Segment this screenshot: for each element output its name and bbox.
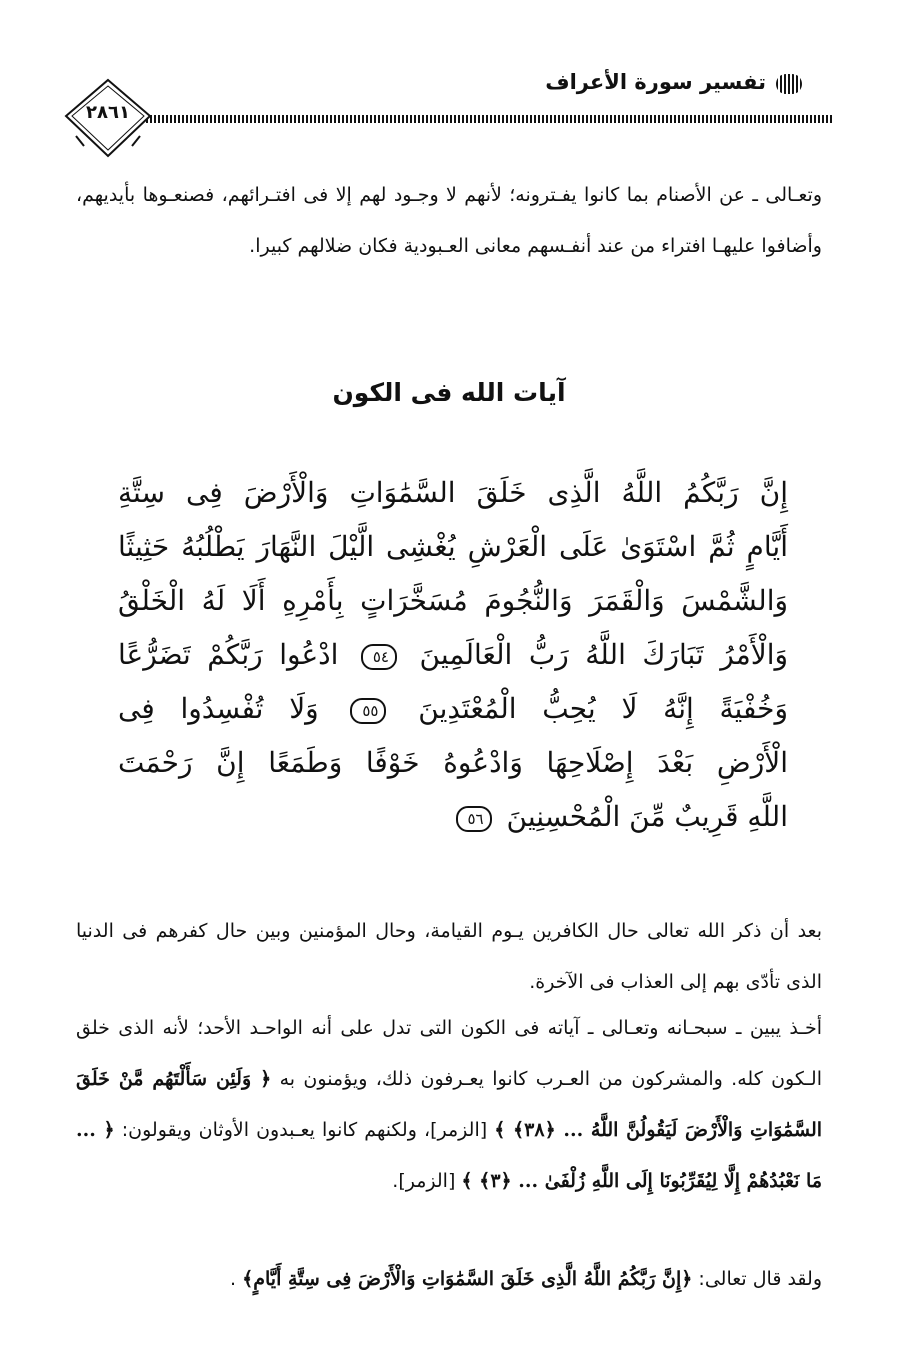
verse-text: وَلَا تُفْسِدُوا فِى (118, 692, 319, 725)
quran-quote: ﴿ ... مَا نَعْبُدُهُمْ إِلَّا لِيُقَرِّبُونَا إِلَى اللَّهِ زُلْفَىٰ ... ﴿٣﴾ ﴾ (76, 1119, 822, 1192)
verse-number-marker: ٥٤ (361, 644, 397, 670)
verse-text: وَالْأَمْرُ تَبَارَكَ اللَّهُ رَبُّ الْعَالَمِينَ (419, 638, 788, 671)
commentary-span: [الزمر]. (392, 1170, 456, 1192)
quran-quote: ﴿ وَلَئِن سَأَلْتَهُم مَّنْ خَلَقَ السَّمَٰوَاتِ وَالْأَرْضَ لَيَقُولُنَّ اللَّهُ ... ﴿٣٨﴾ ﴾ (76, 1068, 823, 1141)
commentary-text: بعد أن ذكر الله تعالى حال الكافرين يـوم القيامة، وحال المؤمنين وبين حال كفرهم فى الدنيا الذى تأدّى بهم إلى العذاب فى الآخرة. (76, 920, 822, 993)
verses-block (118, 466, 788, 844)
verse-line-with-marker (118, 628, 788, 682)
quran-quote: ﴿إِنَّ رَبَّكُمُ اللَّهُ الَّذِى خَلَقَ السَّمَٰوَاتِ وَالْأَرْضَ فِى سِتَّةِ أَيَّامٍ﴾ (242, 1268, 693, 1290)
verse-text: ادْعُوا رَبَّكُمْ تَضَرُّعًا (118, 638, 339, 671)
verse-number-marker: ٥٦ (456, 806, 492, 832)
page-number-badge (62, 76, 154, 160)
commentary-paragraph-2 (76, 1003, 822, 1207)
page-number: ٢٨٦١ (86, 102, 130, 123)
commentary-text (76, 1254, 822, 1305)
verse-text: وَخُفْيَةً إِنَّهُ لَا يُحِبُّ الْمُعْتَدِينَ (418, 692, 788, 725)
commentary-span: أخـذ يبين ـ سبحـانه وتعـالى ـ آياته فى الكون التى تدل على أنه الواحـد الأحد؛ لأنه الذى خلق الـكون كله. والمشركون من العـرب كانوا يعـرفون ذلك، ويؤمنون به (76, 1017, 823, 1090)
commentary-paragraph-3 (76, 1254, 822, 1305)
verse-line: أَيَّامٍ ثُمَّ اسْتَوَىٰ عَلَى الْعَرْشِ يُغْشِى الَّيْلَ النَّهَارَ يَطْلُبُهُ حَثِيثًا (118, 530, 788, 563)
commentary-text (76, 1003, 822, 1207)
verse-line: إِنَّ رَبَّكُمُ اللَّهُ الَّذِى خَلَقَ السَّمَٰوَاتِ وَالْأَرْضَ فِى سِتَّةِ (118, 476, 788, 509)
verse-line: وَالشَّمْسَ وَالْقَمَرَ وَالنُّجُومَ مُسَخَّرَاتٍ بِأَمْرِهِ أَلَا لَهُ الْخَلْقُ (118, 584, 788, 617)
running-title: تفسير سورة الأعراف (545, 70, 766, 94)
header-rule (146, 115, 832, 123)
intro-text: وتعـالى ـ عن الأصنام بما كانوا يفـترونه؛ لأنهم لا وجـود لهم إلا فى افتـرائهم، فصنعـوها بأيديهم، وأضافوا عليهـا افتراء من عند أنفـسهم معانى العـبودية فكان ضلالهم كبيرا. (76, 184, 822, 257)
intro-paragraph (76, 170, 822, 272)
verse-text: اللَّهِ قَرِيبٌ مِّنَ الْمُحْسِنِينَ (506, 800, 788, 833)
verse-line-with-marker (118, 790, 788, 844)
commentary-span: . (230, 1268, 237, 1290)
commentary-span: ولقد قال تعالى: (698, 1268, 822, 1290)
verse-line-with-marker (118, 682, 788, 736)
verse-line: الْأَرْضِ بَعْدَ إِصْلَاحِهَا وَادْعُوهُ خَوْفًا وَطَمَعًا إِنَّ رَحْمَتَ (118, 746, 788, 779)
page-header (62, 62, 832, 152)
commentary-paragraph-1 (76, 906, 822, 1008)
commentary-span: [الزمر]، ولكنهم كانوا يعـبدون الأوثان ويقولون: (121, 1119, 488, 1141)
verse-number-marker: ٥٥ (350, 698, 386, 724)
section-heading: آيات الله فى الكون (332, 378, 566, 407)
title-ornament-icon (776, 74, 802, 94)
